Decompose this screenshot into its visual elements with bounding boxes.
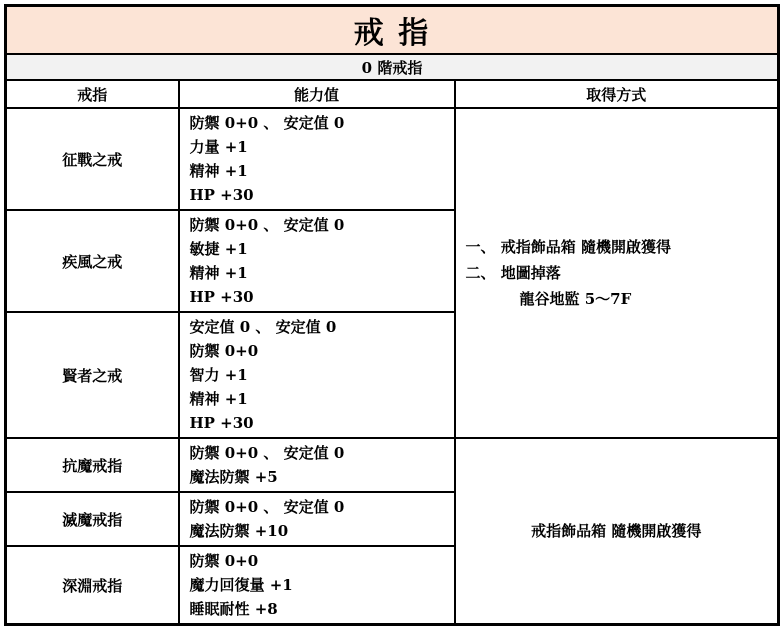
table-row [6,438,779,492]
stat-line: 防禦 0+0 、 安定值 0 [189,498,345,516]
stat-line: 防禦 0+0 、 安定值 0 [189,114,345,132]
ring-stats [179,546,455,625]
acquisition-group-1 [455,108,779,438]
stat-line: 防禦 0+0 、 安定值 0 [189,444,345,462]
ring-name: 滅魔戒指 [6,492,179,546]
column-header-acquisition: 取得方式 [455,80,779,108]
acquisition-line: 龍谷地監 5～7F [519,290,632,308]
ring-stats [179,210,455,312]
acquisition-line: 一、 戒指飾品箱 隨機開啟獲得 [465,238,671,256]
column-header-stats: 能力值 [179,80,455,108]
title-row [6,6,779,55]
column-header-ring: 戒指 [6,80,179,108]
acquisition-line: 二、 地圖掉落 [465,264,561,282]
ring-name: 征戰之戒 [6,108,179,210]
ring-stats [179,492,455,546]
stat-line: 安定值 0 、 安定值 0 [189,318,337,336]
tier-subtitle: 0 階戒指 [6,54,779,80]
stat-line: 精神 +1 [189,390,248,408]
stat-line: 敏捷 +1 [189,240,248,258]
ring-name: 疾風之戒 [6,210,179,312]
page-title: 戒 指 [6,6,779,55]
stat-line: 精神 +1 [189,162,248,180]
stat-line: 防禦 0+0 [189,552,259,570]
stat-line: 魔法防禦 +10 [189,522,289,540]
stat-line: 防禦 0+0 、 安定值 0 [189,216,345,234]
ring-name: 深淵戒指 [6,546,179,625]
subtitle-row [6,54,779,80]
stat-line: 智力 +1 [189,366,248,384]
header-row [6,80,779,108]
ring-stats [179,312,455,438]
acquisition-group-2 [455,438,779,625]
stat-line: 魔力回復量 +1 [189,576,293,594]
ring-stats [179,108,455,210]
stat-line: HP +30 [189,414,254,432]
table-row [6,108,779,210]
stat-line: 魔法防禦 +5 [189,468,278,486]
ring-table [4,4,780,626]
stat-line: HP +30 [189,186,254,204]
ring-name: 賢者之戒 [6,312,179,438]
stat-line: 睡眠耐性 +8 [189,600,278,618]
ring-stats [179,438,455,492]
stat-line: HP +30 [189,288,254,306]
acquisition-line: 戒指飾品箱 隨機開啟獲得 [531,522,702,540]
stat-line: 防禦 0+0 [189,342,259,360]
ring-name: 抗魔戒指 [6,438,179,492]
stat-line: 力量 +1 [189,138,248,156]
stat-line: 精神 +1 [189,264,248,282]
